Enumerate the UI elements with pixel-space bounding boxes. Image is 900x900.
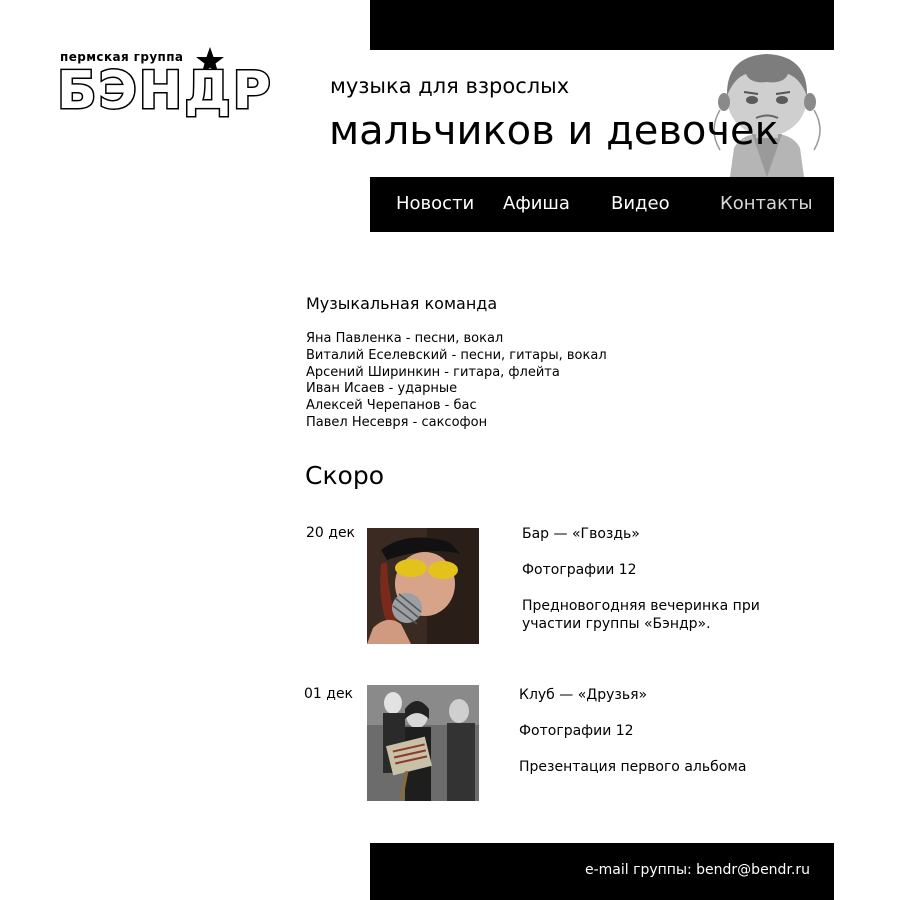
event-description: Предновогодняя вечеринка при участии группы «Бэндр». xyxy=(522,598,760,632)
event-details xyxy=(522,525,762,633)
event-date: 20 дек xyxy=(306,525,356,541)
event-venue-link[interactable]: Клуб — «Друзья» xyxy=(519,687,648,703)
member-item: Яна Павленка - песни, вокал xyxy=(306,331,504,346)
member-item: Арсений Ширинкин - гитара, флейта xyxy=(306,364,560,380)
nav-item-contacts[interactable]: Контакты xyxy=(720,193,813,214)
nav-item-news[interactable]: Новости xyxy=(396,193,475,214)
nav-item-afisha[interactable]: Афиша xyxy=(503,193,570,214)
event-photos-link[interactable]: Фотографии 12 xyxy=(522,562,637,578)
soon-title: Скоро xyxy=(305,461,385,490)
event-venue-link[interactable]: Бар — «Гвоздь» xyxy=(522,526,640,542)
top-banner-strip xyxy=(370,0,834,50)
member-item: Алексей Черепанов - бас xyxy=(306,398,477,414)
member-item: Иван Исаев - ударные xyxy=(306,381,458,397)
event-date: 01 дек xyxy=(304,686,354,702)
tagline-line1: музыка для взрослых xyxy=(330,74,570,98)
logo-title: БЭНДР xyxy=(57,61,273,121)
band-logo[interactable] xyxy=(55,46,273,126)
member-item: Павел Несевря - саксофон xyxy=(306,414,488,430)
member-item: Виталий Еселевский - песни, гитары, вокал xyxy=(306,347,607,363)
main-nav xyxy=(370,177,834,232)
footer-bar xyxy=(370,843,834,900)
event-photos-link[interactable]: Фотографии 12 xyxy=(519,723,634,739)
event-details xyxy=(519,686,759,776)
member-list xyxy=(306,331,607,432)
logo-subtitle: пермская группа xyxy=(60,50,184,64)
event-photo-singer[interactable] xyxy=(367,528,479,644)
event-description: Презентация первого альбома xyxy=(519,759,747,775)
tagline-line2: мальчиков и девочек xyxy=(329,108,779,154)
footer-email[interactable]: e-mail группы: bendr@bendr.ru xyxy=(585,862,810,878)
nav-item-video[interactable]: Видео xyxy=(611,193,670,214)
band-section-title: Музыкальная команда xyxy=(306,294,498,313)
event-photo-band[interactable] xyxy=(367,685,479,801)
